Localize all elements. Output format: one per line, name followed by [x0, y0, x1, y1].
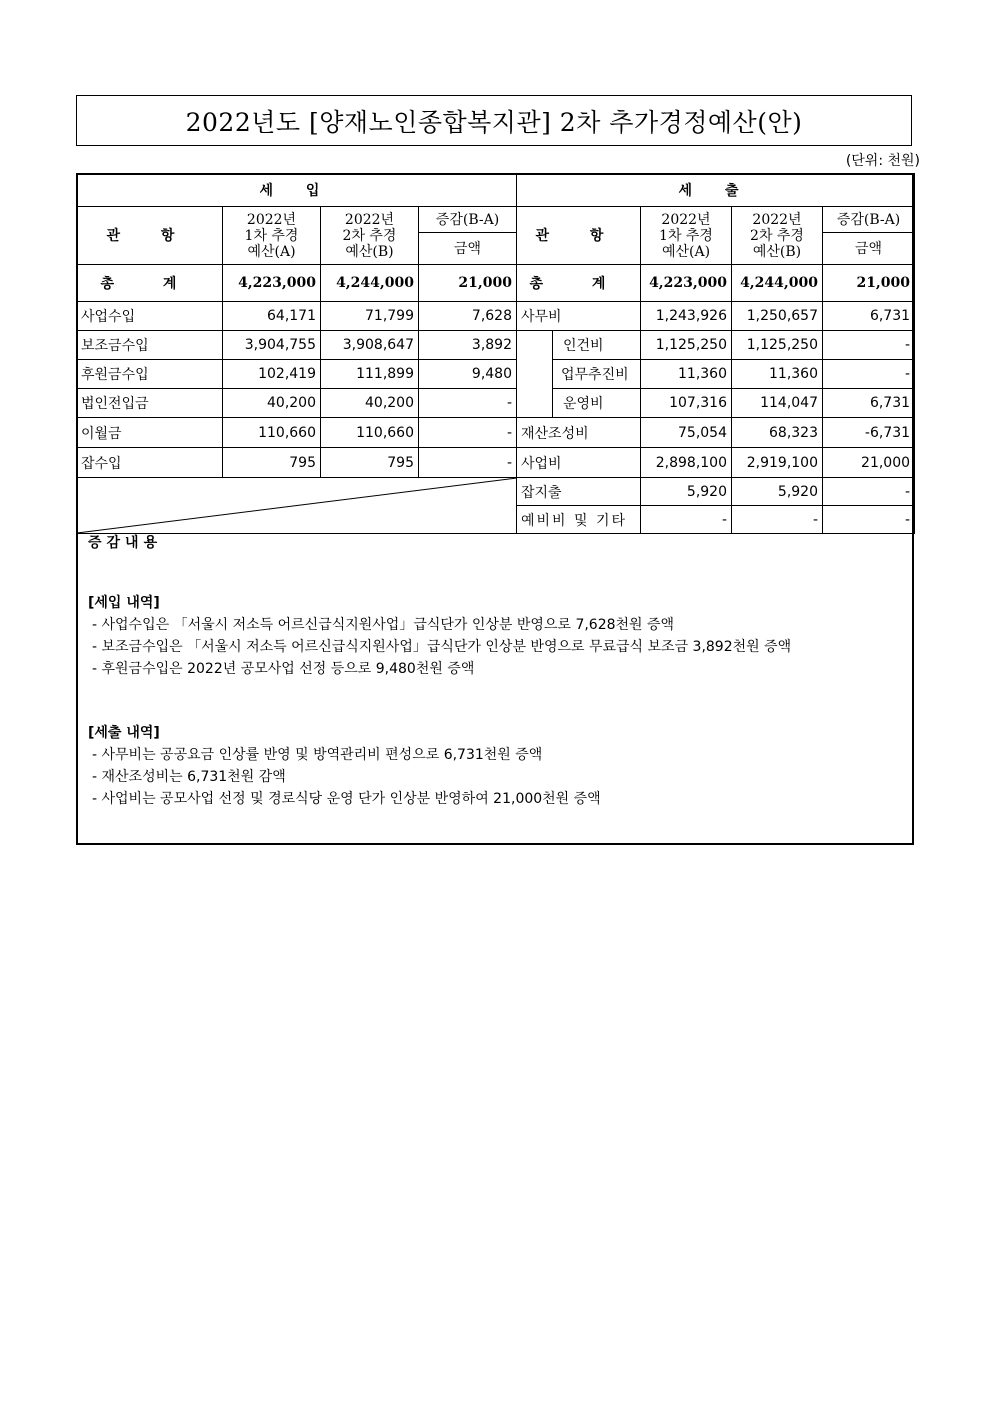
rev-amount-header: 금액 — [419, 233, 517, 265]
expense-note-item: - 사무비는 공공요금 인상률 반영 및 방역관리비 편성으로 6,731천원 증액 — [92, 747, 543, 763]
exp-row-b: 68,323 — [732, 418, 823, 448]
exp-row-name: 잡지출 — [517, 478, 641, 506]
rev-row-diff: - — [419, 389, 517, 418]
expense-notes-title: [세출 내역] — [88, 725, 160, 741]
exp-row-diff: 6,731 — [823, 389, 915, 418]
rev-total-label: 총 계 — [77, 265, 223, 302]
exp-row-a: 11,360 — [641, 360, 732, 389]
sub-indent-cell — [517, 331, 553, 418]
rev-row-diff: - — [419, 418, 517, 448]
budget-table — [76, 173, 915, 534]
exp-total-label: 총 계 — [517, 265, 641, 302]
rev-first-line2: 1차 추경 — [244, 227, 299, 244]
exp-first-line2: 1차 추경 — [659, 227, 713, 244]
rev-row-a: 40,200 — [223, 389, 321, 418]
rev-row-name: 이월금 — [77, 418, 223, 448]
diagonal-line — [77, 478, 517, 534]
exp-row-a: 2,898,100 — [641, 448, 732, 478]
rev-row-b: 40,200 — [321, 389, 419, 418]
exp-row-a: 75,054 — [641, 418, 732, 448]
exp-kwanhang-header: 관 항 — [517, 207, 641, 265]
rev-row-a: 64,171 — [223, 302, 321, 331]
rev-row-diff: 9,480 — [419, 360, 517, 389]
exp-row-name: 인건비 — [553, 331, 641, 360]
revenue-note-item: - 후원금수입은 2022년 공모사업 선정 등으로 9,480천원 증액 — [92, 661, 475, 677]
rev-row-name: 사업수입 — [77, 302, 223, 331]
exp-row-b: 1,125,250 — [732, 331, 823, 360]
exp-row-diff: - — [823, 360, 915, 389]
rev-row-b: 3,908,647 — [321, 331, 419, 360]
exp-row-b: - — [732, 506, 823, 534]
table-row — [77, 448, 915, 478]
exp-first-header — [641, 207, 732, 265]
rev-total-a: 4,223,000 — [223, 265, 321, 302]
exp-second-line2: 2차 추경 — [750, 227, 804, 244]
rev-row-a: 110,660 — [223, 418, 321, 448]
exp-total-diff: 21,000 — [823, 265, 915, 302]
rev-row-b: 110,660 — [321, 418, 419, 448]
revenue-notes-title: [세입 내역] — [88, 595, 160, 611]
rev-row-name: 법인전입금 — [77, 389, 223, 418]
rev-row-name: 보조금수입 — [77, 331, 223, 360]
exp-row-a: 1,125,250 — [641, 331, 732, 360]
document-title — [76, 95, 912, 146]
exp-row-b: 11,360 — [732, 360, 823, 389]
exp-first-line1: 2022년 — [661, 211, 711, 228]
rev-row-a: 795 — [223, 448, 321, 478]
exp-row-diff: 21,000 — [823, 448, 915, 478]
rev-total-diff: 21,000 — [419, 265, 517, 302]
exp-row-a: - — [641, 506, 732, 534]
rev-row-name: 후원금수입 — [77, 360, 223, 389]
rev-first-line3: 예산(A) — [247, 243, 296, 260]
rev-row-name: 잡수입 — [77, 448, 223, 478]
exp-row-diff: - — [823, 506, 915, 534]
exp-row-b: 5,920 — [732, 478, 823, 506]
exp-second-header — [732, 207, 823, 265]
notes-heading: 증감내용 — [88, 535, 163, 551]
change-notes — [88, 532, 908, 810]
rev-row-b: 71,799 — [321, 302, 419, 331]
expense-note-item: - 사업비는 공모사업 선정 및 경로식당 운영 단가 인상분 반영하여 21,000천원 증액 — [92, 791, 601, 807]
rev-second-line3: 예산(B) — [345, 243, 394, 260]
exp-row-diff: 6,731 — [823, 302, 915, 331]
exp-first-line3: 예산(A) — [661, 243, 711, 260]
rev-row-diff: - — [419, 448, 517, 478]
exp-row-diff: - — [823, 331, 915, 360]
expense-note-item: - 재산조성비는 6,731천원 감액 — [92, 769, 286, 785]
exp-second-line1: 2022년 — [752, 211, 802, 228]
rev-diff-header: 증감(B-A) — [419, 207, 517, 233]
table-row — [77, 389, 915, 418]
exp-row-a: 107,316 — [641, 389, 732, 418]
exp-total-b: 4,244,000 — [732, 265, 823, 302]
empty-diagonal-cell — [77, 478, 517, 534]
rev-kwanhang-header: 관 항 — [77, 207, 223, 265]
exp-amount-header: 금액 — [823, 233, 915, 265]
rev-row-diff: 7,628 — [419, 302, 517, 331]
unit-label: (단위: 천원) — [845, 153, 920, 169]
rev-row-b: 111,899 — [321, 360, 419, 389]
table-row — [77, 418, 915, 448]
exp-row-diff: - — [823, 478, 915, 506]
exp-row-diff: -6,731 — [823, 418, 915, 448]
revenue-note-item: - 사업수입은 「서울시 저소득 어르신급식지원사업」급식단가 인상분 반영으로 7,628천원 증액 — [92, 617, 675, 633]
rev-row-b: 795 — [321, 448, 419, 478]
revenue-note-item: - 보조금수입은 「서울시 저소득 어르신급식지원사업」급식단가 인상분 반영으로 무료급식 보조금 3,892천원 증액 — [92, 639, 792, 655]
exp-diff-header: 증감(B-A) — [823, 207, 915, 233]
exp-row-name: 사무비 — [517, 302, 641, 331]
rev-row-a: 102,419 — [223, 360, 321, 389]
rev-second-line2: 2차 추경 — [342, 227, 397, 244]
exp-row-name: 예비비 및 기타 — [517, 506, 641, 534]
rev-row-diff: 3,892 — [419, 331, 517, 360]
expense-section-header: 세 출 — [517, 174, 915, 207]
table-row — [77, 302, 915, 331]
rev-second-line1: 2022년 — [344, 211, 395, 228]
exp-row-b: 114,047 — [732, 389, 823, 418]
exp-row-name: 사업비 — [517, 448, 641, 478]
exp-second-line3: 예산(B) — [752, 243, 802, 260]
rev-second-header — [321, 207, 419, 265]
title-text: 2022년도 [양재노인종합복지관] 2차 추가경정예산(안) — [185, 107, 803, 137]
rev-row-a: 3,904,755 — [223, 331, 321, 360]
exp-row-name: 재산조성비 — [517, 418, 641, 448]
table-row — [77, 331, 915, 360]
rev-first-line1: 2022년 — [246, 211, 297, 228]
rev-first-header — [223, 207, 321, 265]
revenue-section-header: 세 입 — [77, 174, 517, 207]
rev-total-b: 4,244,000 — [321, 265, 419, 302]
exp-row-a: 5,920 — [641, 478, 732, 506]
exp-row-b: 2,919,100 — [732, 448, 823, 478]
exp-row-a: 1,243,926 — [641, 302, 732, 331]
exp-row-b: 1,250,657 — [732, 302, 823, 331]
exp-total-a: 4,223,000 — [641, 265, 732, 302]
exp-row-name: 운영비 — [553, 389, 641, 418]
table-row — [77, 478, 915, 506]
exp-row-name: 업무추진비 — [553, 360, 641, 389]
table-row — [77, 360, 915, 389]
